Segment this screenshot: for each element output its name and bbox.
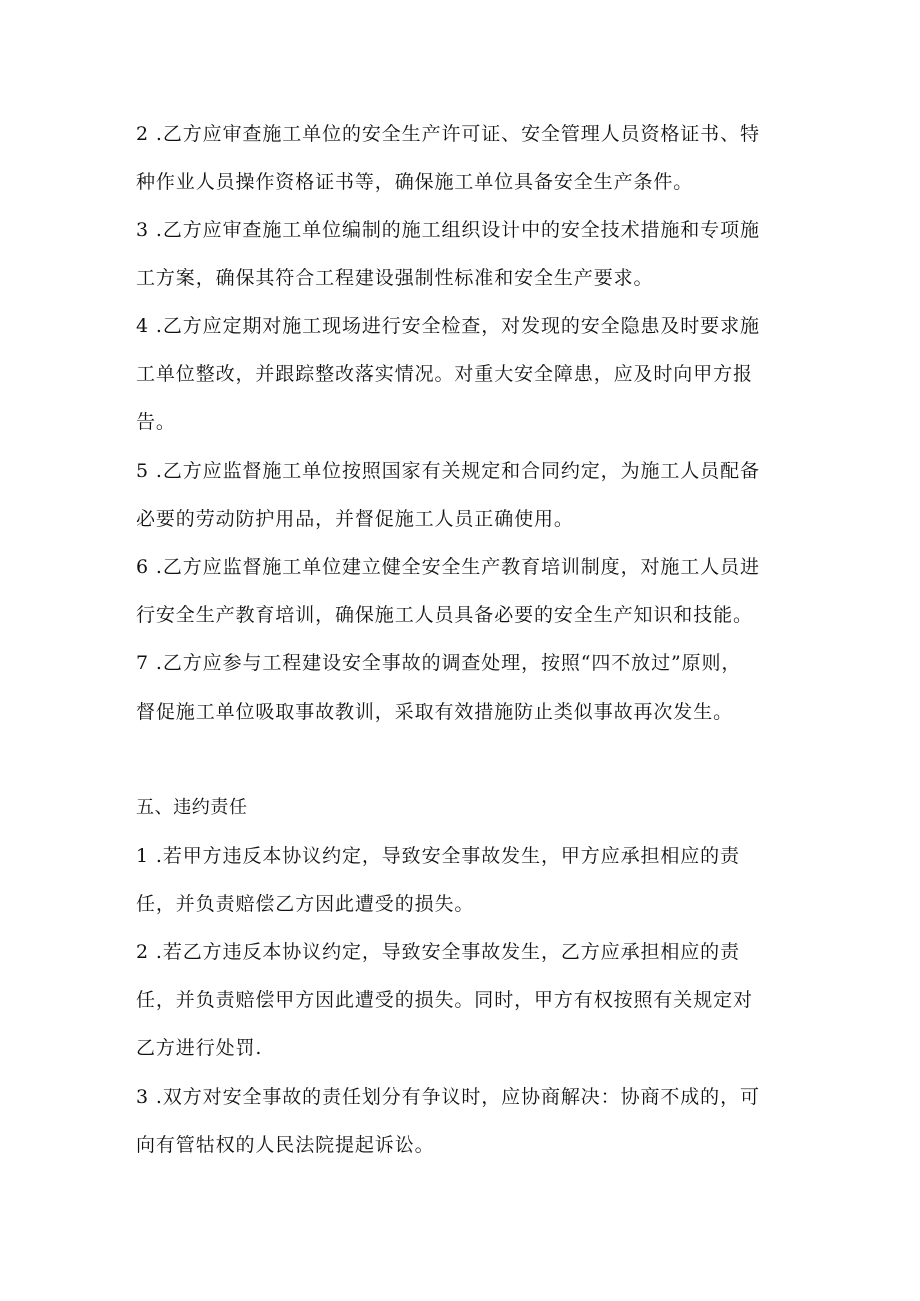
breach-clause-1-line-2: 任，并负责赔偿乙方因此遭受的损失。 [136, 893, 475, 915]
clause-6-line-1: 6 .乙方应监督施工单位建立健全安全生产教育培训制度，对施工人员进 [136, 556, 760, 578]
breach-clause-2-line-2: 任，并负责赔偿甲方因此遭受的损失。同时，甲方有权按照有关规定对 [136, 989, 753, 1011]
clause-4-line-3: 告。 [136, 411, 176, 433]
clause-7-line-1: 7 .乙方应参与工程建设安全事故的调查处理，按照“四不放过”原则， [136, 652, 742, 674]
clause-5-line-2: 必要的劳动防护用品，并督促施工人员正确使用。 [136, 508, 574, 530]
breach-clause-1-line-1: 1 .若甲方违反本协议约定，导致安全事故发生，甲方应承担相应的责 [136, 845, 740, 867]
breach-clause-3-line-2: 向有管牯权的人民法院提起诉讼。 [136, 1134, 435, 1156]
breach-clause-2-line-3: 乙方进行处罚. [136, 1037, 263, 1059]
clause-2-line-1: 2 .乙方应审查施工单位的安全生产许可证、安全管理人员资格证书、特 [136, 123, 760, 145]
clause-3-line-2: 工方案，确保其符合工程建设强制性标准和安全生产要求。 [136, 267, 654, 289]
clause-4-line-1: 4 .乙方应定期对施工现场进行安全检查，对发现的安全隐患及时要求施 [136, 315, 760, 337]
clause-3-line-1: 3 .乙方应审查施工单位编制的施工组织设计中的安全技术措施和专项施 [136, 219, 760, 241]
breach-clause-3-line-1: 3 .双方对安全事故的责任划分有争议时，应协商解决：协商不成的，可 [136, 1086, 760, 1108]
clause-2-line-2: 种作业人员操作资格证书等，确保施工单位具备安全生产条件。 [136, 171, 694, 193]
clause-5-line-1: 5 .乙方应监督施工单位按照国家有关规定和合同约定，为施工人员配备 [136, 460, 760, 482]
section-heading-breach-liability: 五、违约责任 [136, 797, 248, 818]
clause-7-line-2: 督促施工单位吸取事故教训，采取有效措施防止类似事故再次发生。 [136, 701, 734, 723]
breach-clause-2-line-1: 2 .若乙方违反本协议约定，导致安全事故发生，乙方应承担相应的责 [136, 941, 740, 963]
clause-4-line-2: 工单位整改，并跟踪整改落实情况。对重大安全障患，应及时向甲方报 [136, 363, 753, 385]
clause-6-line-2: 行安全生产教育培训，确保施工人员具备必要的安全生产知识和技能。 [136, 604, 753, 626]
